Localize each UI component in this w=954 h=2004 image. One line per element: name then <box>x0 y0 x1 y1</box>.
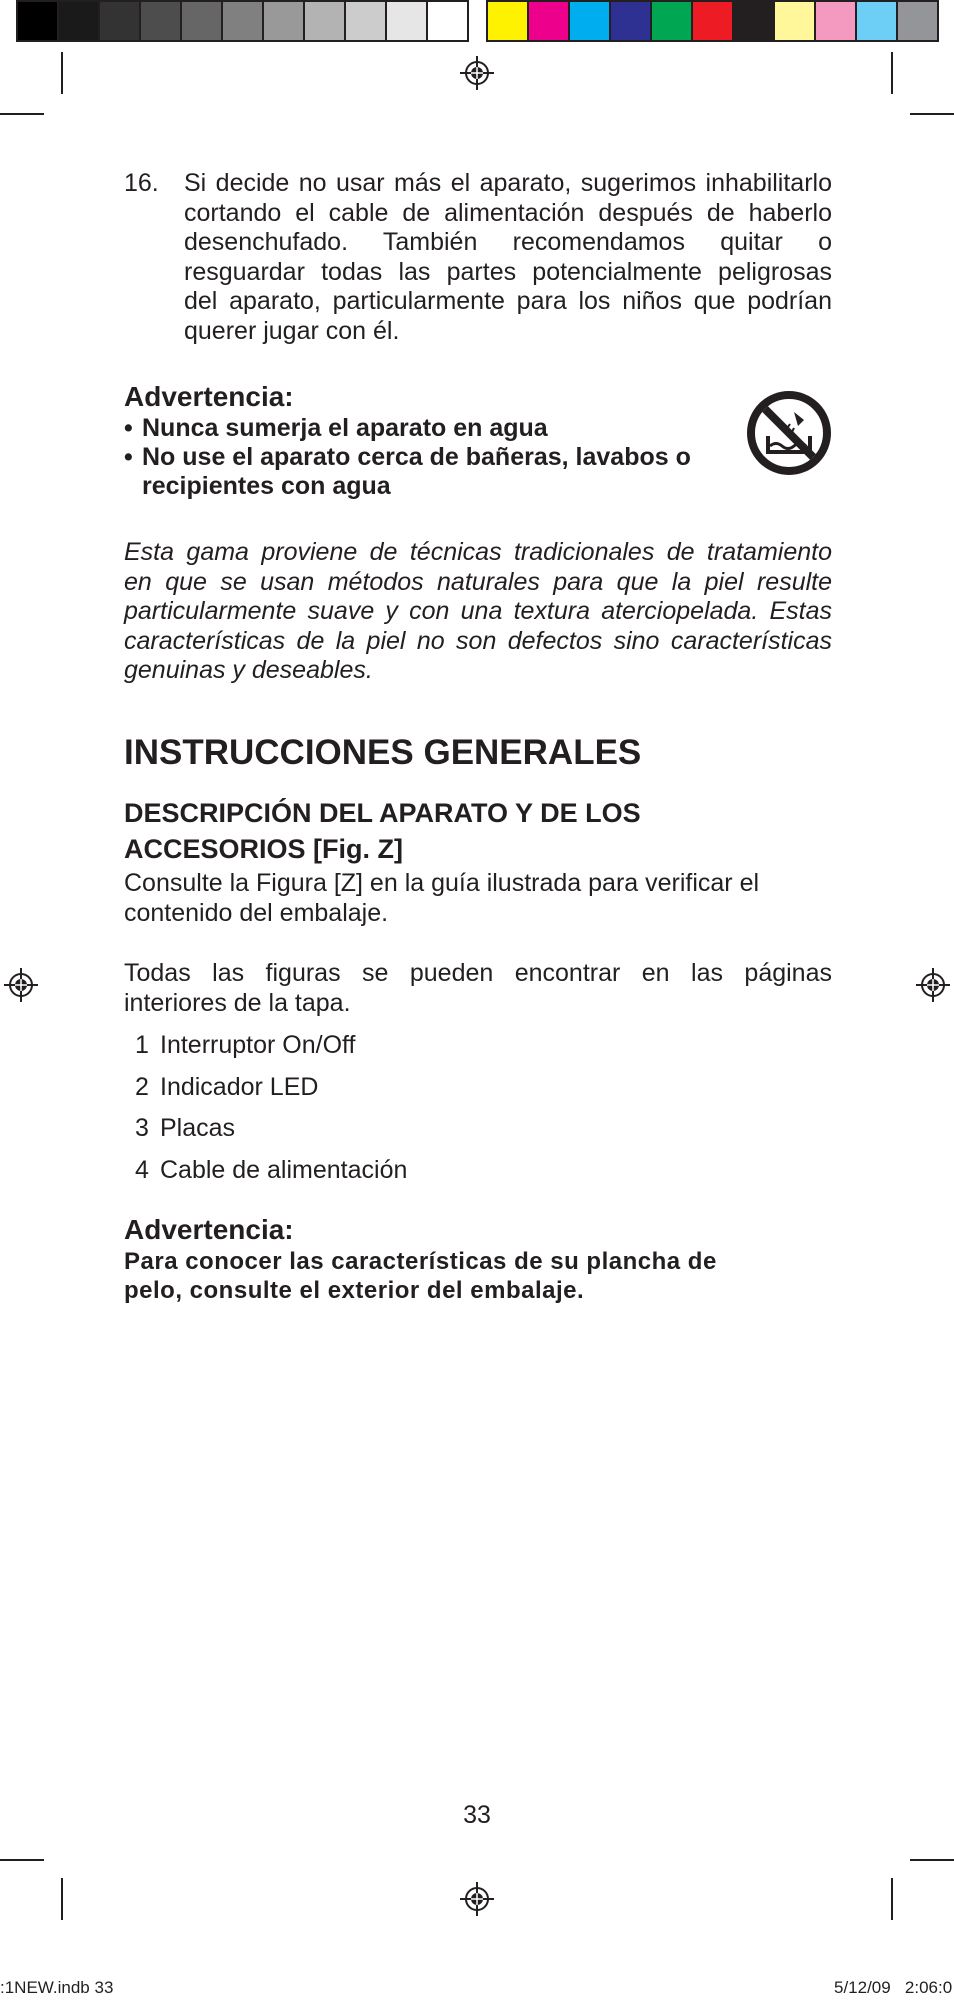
italic-paragraph: Esta gama proviene de técnicas tradicionales de tratamiento en que se usan métodos naturales para que la piel resulte particularmente suave y con una textura aterciopelada. Estas características de la piel no son defectos sino características genuinas y deseables. <box>124 538 832 684</box>
page-number: 33 <box>463 1801 491 1829</box>
warning-bullet: • Nunca sumerja el aparato en agua <box>124 414 548 442</box>
warning-title: Advertencia: <box>124 1214 294 1245</box>
warning-block: Advertencia: Para conocer las características de su plancha de pelo, consulte el exterior del embalaje. <box>124 1213 832 1305</box>
color-swatch <box>734 0 775 42</box>
registration-mark-icon <box>916 968 950 1002</box>
list-item: 2 Indicador LED <box>135 1073 319 1101</box>
list-item-16 <box>124 169 832 346</box>
color-swatch <box>387 0 428 42</box>
slug-timestamp: 5/12/09 2:06:0 <box>834 1978 953 1997</box>
registration-mark-icon <box>460 1882 494 1916</box>
crop-mark <box>0 1859 44 1861</box>
section-title: INSTRUCCIONES GENERALES <box>124 733 642 772</box>
warning-title: Advertencia: <box>124 381 294 412</box>
figures-paragraph: Todas las figuras se pueden encontrar en las páginas interiores de la tapa. <box>124 959 832 1017</box>
color-swatch <box>182 0 223 42</box>
color-swatch <box>898 0 939 42</box>
registration-mark-icon <box>4 968 38 1002</box>
item-16-text: Si decide no usar más el aparato, sugerimos inhabilitarlo cortando el cable de alimentación después de haberlo desenchufado. También recomendamos quitar o resguardar todas las partes potencialmente peligrosas del aparato, particularmente para los niños que podrían querer jugar con él. <box>184 169 832 345</box>
crop-mark <box>61 1878 63 1920</box>
color-swatch <box>346 0 387 42</box>
list-item: 1 Interruptor On/Off <box>135 1031 356 1059</box>
warning-bullet: • No use el aparato cerca de bañeras, lavabos o recipientes con agua <box>124 443 691 500</box>
color-swatch <box>486 0 529 42</box>
crop-mark <box>0 113 44 115</box>
crop-mark <box>891 1878 893 1920</box>
color-swatch <box>775 0 816 42</box>
list-item: 4 Cable de alimentación <box>135 1156 408 1184</box>
color-swatch <box>529 0 570 42</box>
color-swatch <box>652 0 693 42</box>
list-item: 3 Placas <box>135 1114 236 1142</box>
color-swatch <box>141 0 182 42</box>
cmyk-color-bar <box>486 0 939 42</box>
subsection-title: DESCRIPCIÓN DEL APARATO Y DE LOS ACCESORIOS [Fig. Z] <box>124 798 641 864</box>
no-water-icon <box>746 390 832 476</box>
color-swatch <box>570 0 611 42</box>
registration-mark-icon <box>460 56 494 90</box>
item-number: 16. <box>124 169 159 197</box>
color-swatch <box>611 0 652 42</box>
crop-mark <box>891 52 893 94</box>
grayscale-color-bar <box>16 0 469 42</box>
color-swatch <box>428 0 469 42</box>
color-swatch <box>100 0 141 42</box>
color-swatch <box>59 0 100 42</box>
color-swatch <box>857 0 898 42</box>
crop-mark <box>910 113 954 115</box>
color-swatch <box>16 0 59 42</box>
crop-mark <box>910 1859 954 1861</box>
color-swatch <box>223 0 264 42</box>
color-swatch <box>305 0 346 42</box>
slug-filename: :1NEW.indb 33 <box>0 1978 114 1997</box>
consult-paragraph: Consulte la Figura [Z] en la guía ilustrada para verificar el contenido del embalaje. <box>124 869 760 927</box>
warning-block <box>124 380 724 501</box>
color-swatch <box>693 0 734 42</box>
color-swatch <box>264 0 305 42</box>
crop-mark <box>61 52 63 94</box>
color-swatch <box>816 0 857 42</box>
